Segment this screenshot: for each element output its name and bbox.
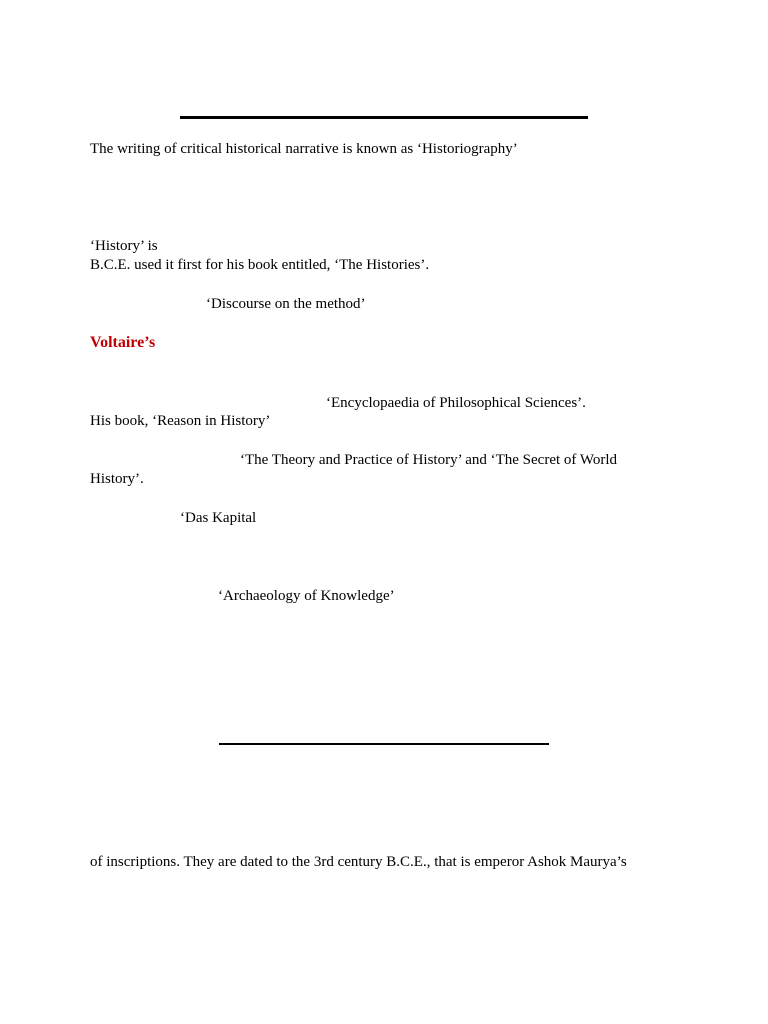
archaeology-line: ‘Archaeology of Knowledge’ bbox=[218, 588, 395, 604]
bce-histories-line: B.C.E. used it first for his book entitled, ‘The Histories’. bbox=[90, 257, 430, 273]
das-kapital-line: ‘Das Kapital bbox=[180, 510, 257, 526]
encyclopaedia-line: ‘Encyclopaedia of Philosophical Sciences’. bbox=[326, 395, 586, 411]
top-horizontal-rule bbox=[180, 116, 588, 119]
reason-in-history-line: His book, ‘Reason in History’ bbox=[90, 413, 271, 429]
inscriptions-line: of inscriptions. They are dated to the 3rd century B.C.E., that is emperor Ashok Maurya’s bbox=[90, 854, 627, 870]
theory-practice-line: ‘The Theory and Practice of History’ and ‘The Secret of World bbox=[240, 452, 617, 468]
discourse-line: ‘Discourse on the method’ bbox=[206, 296, 366, 312]
historiography-line: The writing of critical historical narrative is known as ‘Historiography’ bbox=[90, 141, 518, 157]
history-is-line: ‘History’ is bbox=[90, 238, 158, 254]
voltaire-heading: Voltaire’s bbox=[90, 334, 156, 351]
middle-horizontal-rule bbox=[219, 743, 549, 745]
history-end-line: History’. bbox=[90, 471, 144, 487]
